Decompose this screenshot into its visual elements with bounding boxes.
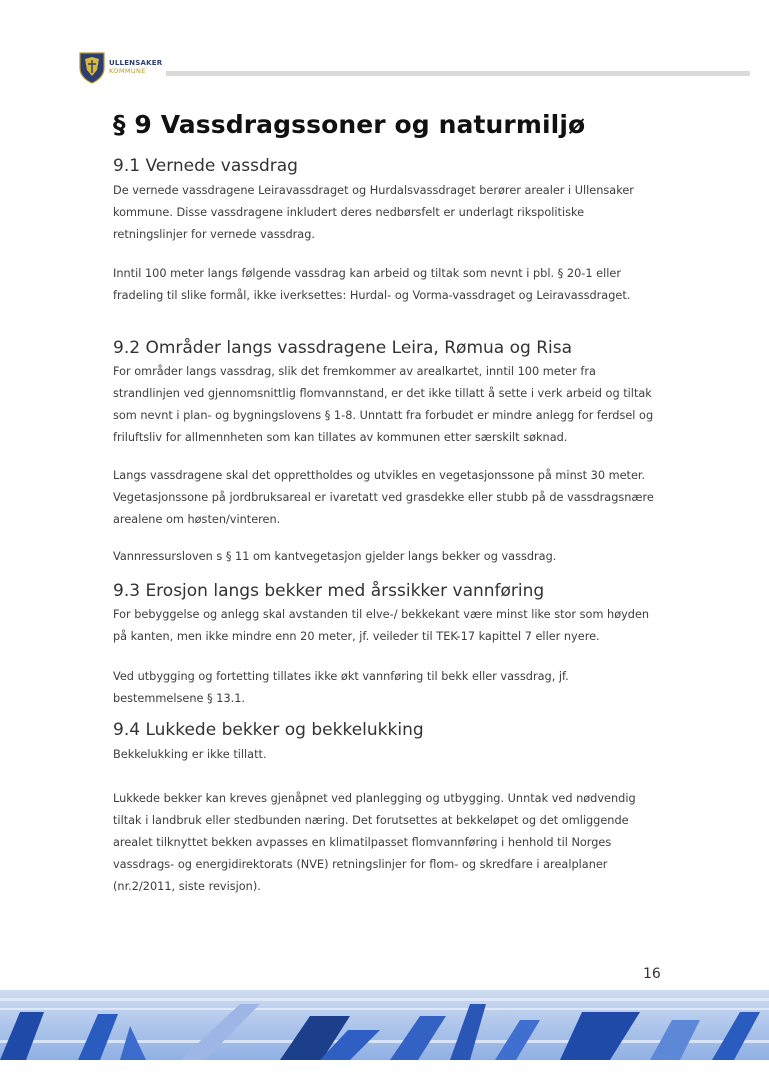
municipality-name bbox=[109, 60, 162, 75]
paragraph: Bekkelukking er ikke tillatt. bbox=[113, 748, 267, 761]
header-divider bbox=[166, 71, 750, 76]
page-number: 16 bbox=[643, 966, 661, 982]
subsection-heading-9-4: 9.4 Lukkede bekker og bekkelukking bbox=[113, 720, 424, 740]
subsection-heading-9-3: 9.3 Erosjon langs bekker med årssikker vannføring bbox=[113, 581, 545, 601]
paragraph: De vernede vassdragene Leiravassdraget og Hurdalsvassdraget berører arealer i Ullensaker kommune. Disse vassdragene inkludert deres nedbørsfelt er underlagt rikspolitiske retningslinjer for vernede vassdrag. bbox=[113, 184, 634, 241]
section-title: § 9 Vassdragssoner og naturmiljø bbox=[113, 110, 586, 139]
coat-of-arms-icon bbox=[79, 52, 105, 84]
paragraph: For bebyggelse og anlegg skal avstanden til elve-/ bekkekant være minst like stor som høyden på kanten, men ikke mindre enn 20 meter, jf. veileder til TEK-17 kapittel 7 eller nyere. bbox=[113, 608, 650, 643]
subsection-heading-9-2: 9.2 Områder langs vassdragene Leira, Rømua og Risa bbox=[113, 338, 573, 358]
paragraph: Vannressursloven s § 11 om kantvegetasjon gjelder langs bekker og vassdrag. bbox=[113, 550, 557, 563]
footer-band bbox=[0, 990, 769, 1060]
paragraph: For områder langs vassdrag, slik det fremkommer av arealkartet, inntil 100 meter fra strandlinjen ved gjennomsnittlig flomvannstand, er det ikke tillatt å sette i verk arbeid og tiltak som nevnt i plan- og bygningslovens § 1-8. Unntatt fra forbudet er mindre anlegg for ferdsel og friluftsliv for allmennheten som kan tillates av kommunen etter særskilt søknad. bbox=[113, 365, 654, 444]
municipality-logo bbox=[79, 52, 105, 84]
org-name: ULLENSAKER bbox=[109, 59, 163, 67]
paragraph: Inntil 100 meter langs følgende vassdrag kan arbeid og tiltak som nevnt i pbl. § 20-1 eller fradeling til slike formål, ikke iverksettes: Hurdal- og Vorma-vassdraget og Leiravassdraget. bbox=[113, 267, 631, 302]
footer-pattern-graphic bbox=[0, 990, 769, 1060]
paragraph: Langs vassdragene skal det opprettholdes og utvikles en vegetasjonssone på minst 30 meter. Vegetasjonssone på jordbruksareal er ivaretatt ved grasdekke eller stubb på de vassdragsnære arealene om høsten/vinteren. bbox=[113, 469, 654, 526]
subsection-heading-9-1: 9.1 Vernede vassdrag bbox=[113, 156, 298, 176]
paragraph: Lukkede bekker kan kreves gjenåpnet ved planlegging og utbygging. Unntak ved nødvendig tiltak i landbruk eller stedbunden næring. Det forutsettes at bekkeløpet og det omliggende arealet tilknyttet bekken avpasses en klimatilpasset flomvannføring i henhold til Norges vassdrags- og energidirektorats (NVE) retningslinjer for flom- og skredfare i arealplaner (nr.2/2011, siste revisjon). bbox=[113, 792, 636, 893]
paragraph: Ved utbygging og fortetting tillates ikke økt vannføring til bekk eller vassdrag, jf. bestemmelsene § 13.1. bbox=[113, 670, 569, 705]
org-sub: KOMMUNE bbox=[109, 67, 146, 75]
